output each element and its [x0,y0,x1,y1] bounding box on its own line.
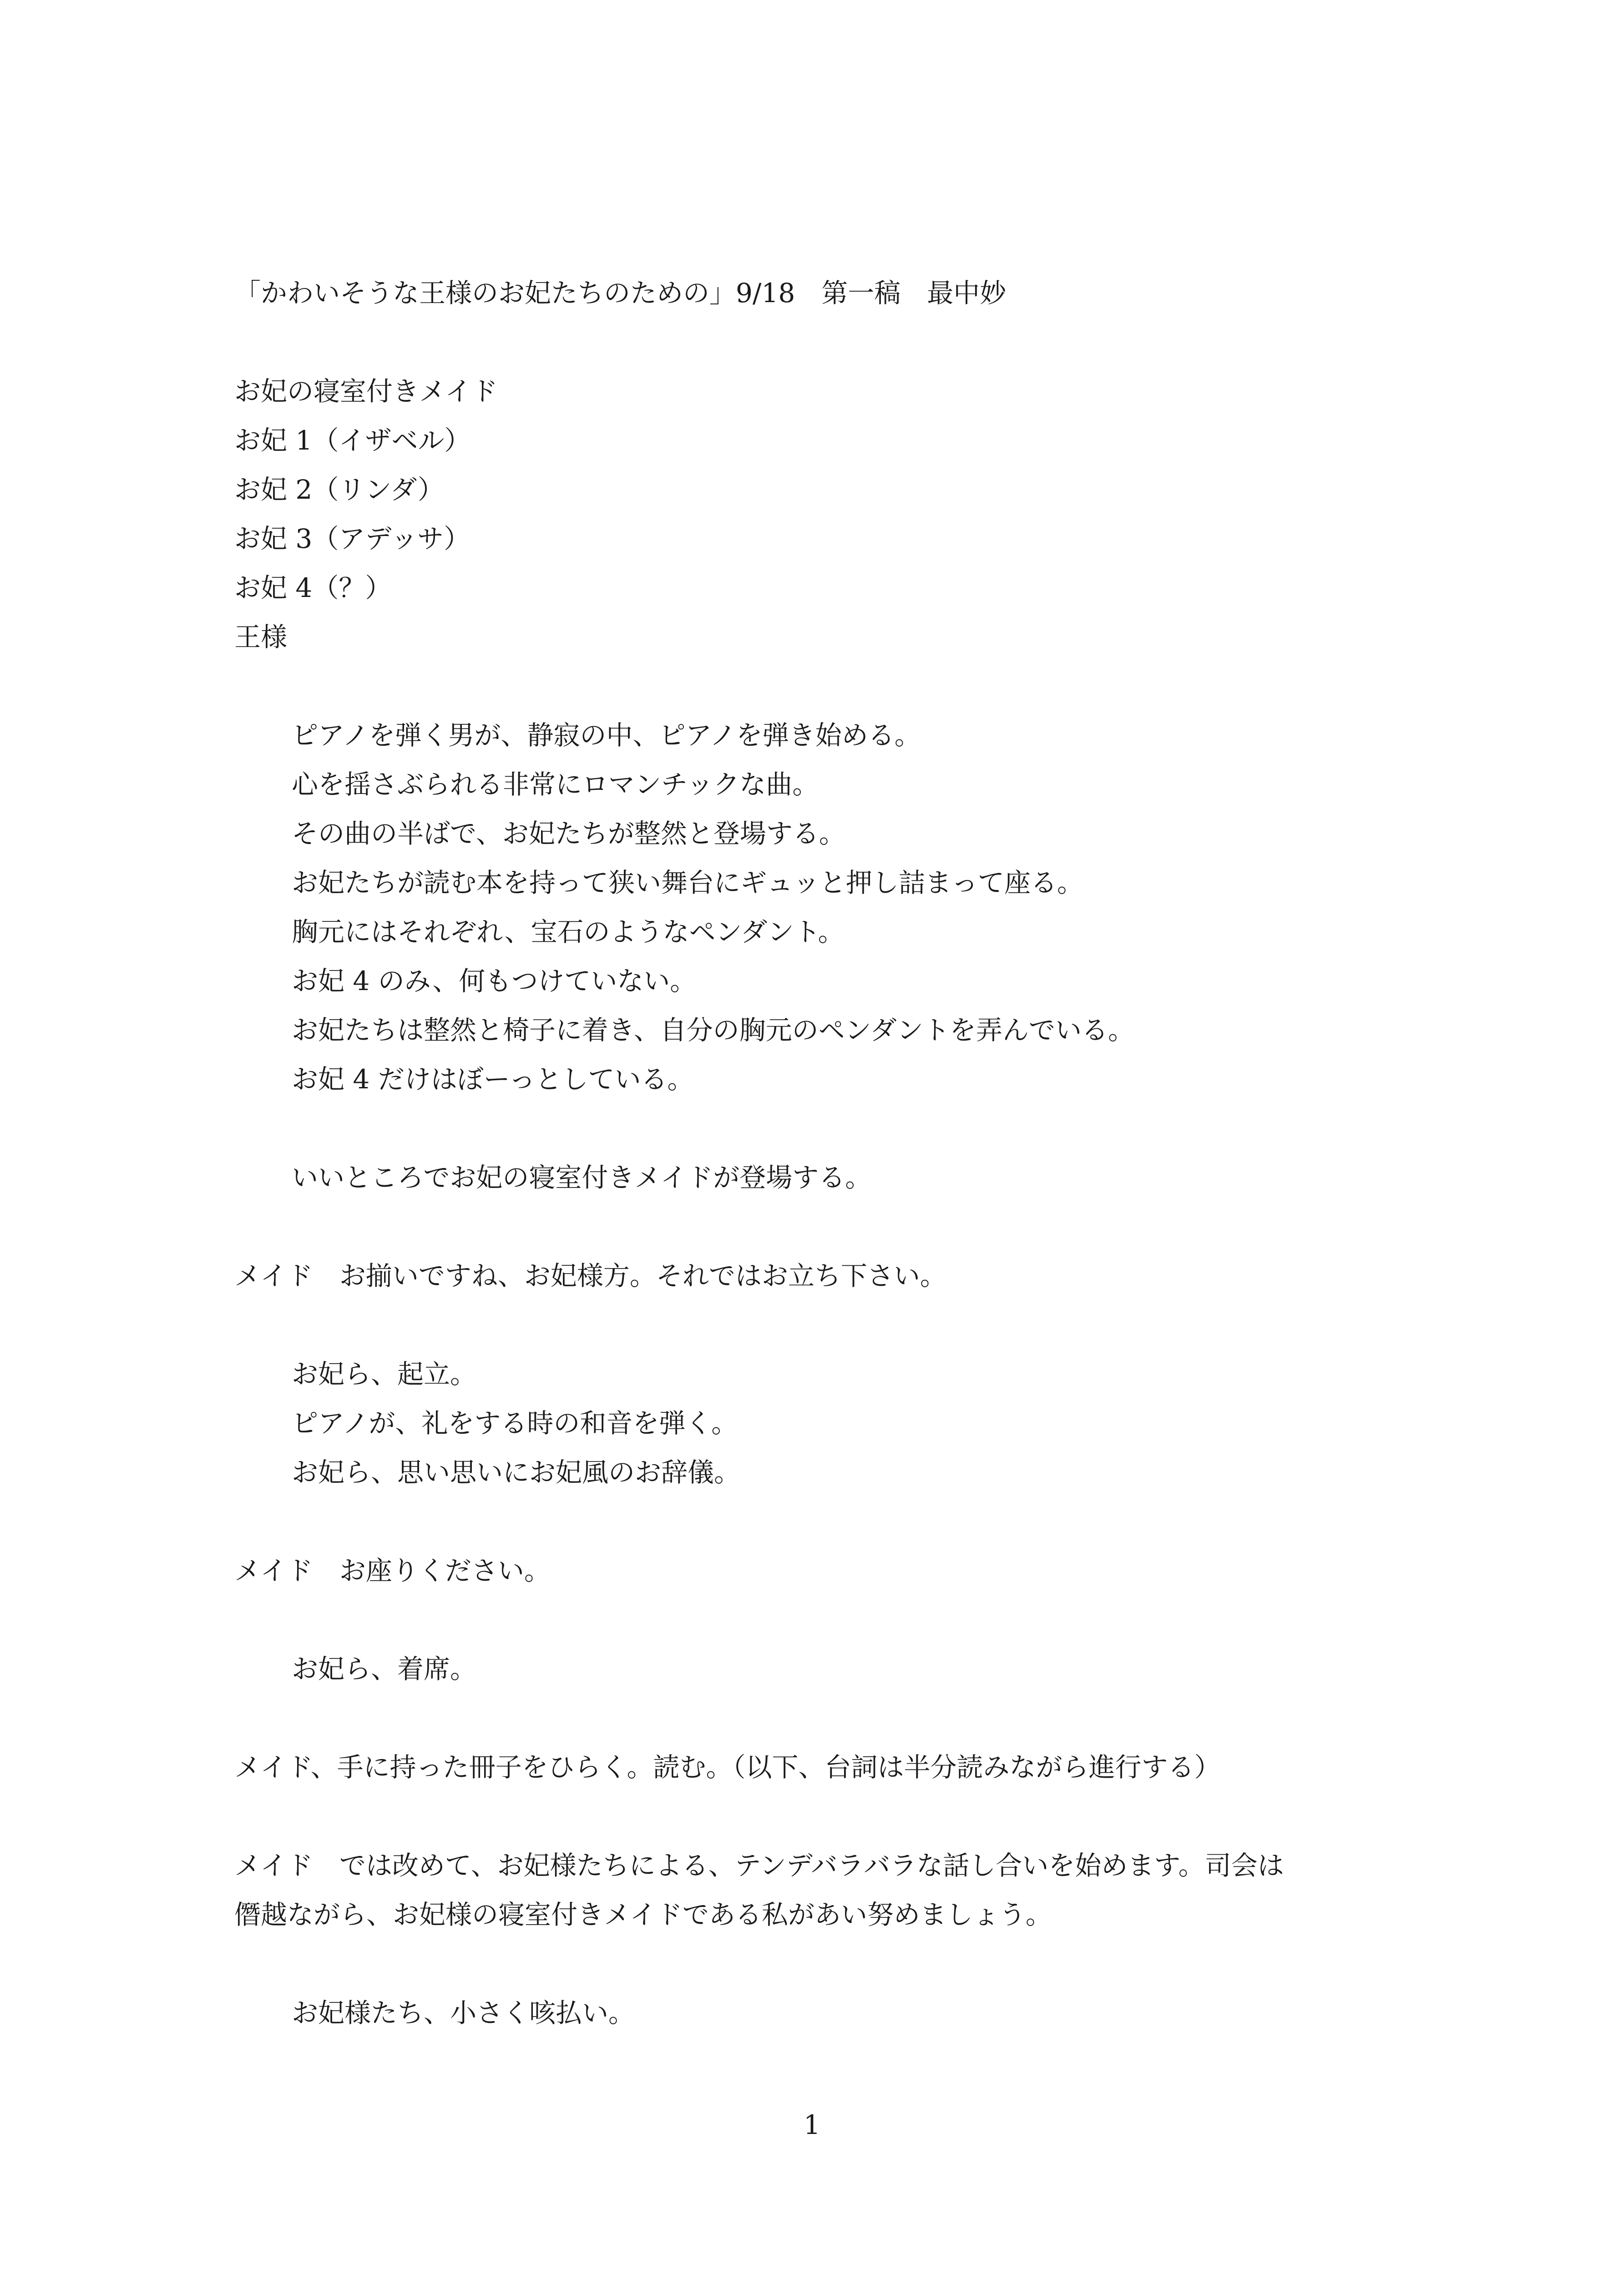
stage-direction: お妃様たち、小さく咳払い。 [292,1997,635,2028]
dialogue-line: メイド では改めて、お妃様たちによる、テンデバラバラな話し合いを始めます。司会は [234,1850,1284,1881]
spacer [234,1202,1399,1251]
dialogue-line: メイド お座りください。 [234,1555,551,1586]
spacer [234,1104,1399,1153]
stage-direction: ピアノが、礼をする時の和音を弾く。 [292,1408,738,1439]
spacer [234,1595,1399,1644]
cast-member: お妃 2（リンダ） [234,474,444,505]
stage-direction: お妃たちが読む本を持って狭い舞台にギュッと押し詰まって座る。 [292,867,1084,898]
cast-member: お妃の寝室付きメイド [234,376,498,407]
stage-direction-block [234,1350,1399,1497]
spacer [234,1792,1399,1841]
stage-direction: 心を揺さぶられる非常にロマンチックな曲。 [292,769,819,800]
cast-member: お妃 1（イザベル） [234,425,471,456]
spacer [234,1497,1399,1546]
spacer [234,318,1399,367]
narration-line: メイド、手に持った冊子をひらく。読む。（以下、台詞は半分読みながら進行する） [234,1752,1221,1783]
cast-list [234,367,1399,662]
stage-direction: いいところでお妃の寝室付きメイドが登場する。 [292,1162,872,1193]
cast-member: 王様 [234,622,288,652]
stage-direction: お妃ら、起立。 [292,1359,477,1390]
document-title: 「かわいそうな王様のお妃たちのための」9/18 第一稿 最中妙 [234,278,1007,308]
spacer [234,1694,1399,1743]
cast-member: お妃 3（アデッサ） [234,523,471,554]
stage-direction: お妃 4 のみ、何もつけていない。 [292,966,697,996]
stage-direction: お妃 4 だけはぼーっとしている。 [292,1064,694,1095]
stage-direction: ピアノを弾く男が、静寂の中、ピアノを弾き始める。 [292,720,921,751]
cast-member: お妃 4（？） [234,572,392,603]
stage-direction: お妃ら、着席。 [292,1653,477,1684]
stage-direction: その曲の半ばで、お妃たちが整然と登場する。 [292,818,845,849]
page-number: 1 [804,2109,820,2140]
stage-direction: お妃たちは整然と椅子に着き、自分の胸元のペンダントを弄んでいる。 [292,1015,1134,1046]
stage-direction: 胸元にはそれぞれ、宝石のようなペンダント。 [292,916,845,947]
stage-direction-block [234,711,1399,1104]
dialogue-line: メイド お揃いですね、お妃様方。それではお立ち下さい。 [234,1260,946,1291]
stage-direction: お妃ら、思い思いにお妃風のお辞儀。 [292,1457,741,1488]
dialogue-line-continued: 僭越ながら、お妃様の寝室付きメイドである私があい努めましょう。 [234,1899,1052,1930]
script-body [234,268,1399,2037]
spacer [234,662,1399,711]
spacer [234,1939,1399,1988]
spacer [234,1300,1399,1350]
